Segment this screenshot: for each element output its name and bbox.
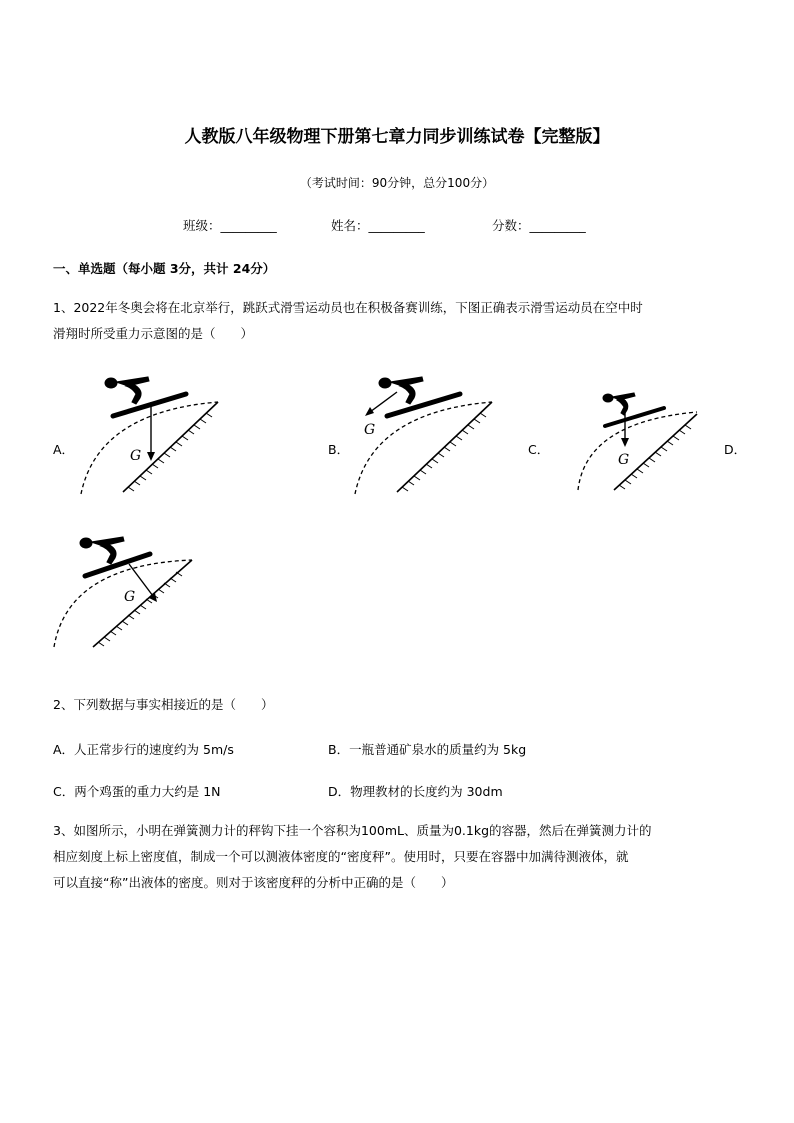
force-label-g: G — [364, 422, 376, 438]
skier-silhouette — [80, 537, 150, 576]
q1-stem-line1: 1、2022年冬奥会将在北京举行，跳跃式滑雪运动员也在积极备赛训练，下图正确表示滑雪运动员在空中时 — [53, 300, 643, 315]
page-title: 人教版八年级物理下册第七章力同步训练试卷【完整版】 — [184, 127, 610, 147]
figure-d-skier-diagram — [50, 530, 200, 650]
q2-option-a[interactable]: A．人正常步行的速度约为 5m/s — [53, 742, 234, 757]
q2-stem: 2、下列数据与事实相接近的是（ ） — [53, 697, 274, 712]
skier-silhouette — [105, 377, 186, 416]
q3-stem-line1: 3、如图所示，小明在弹簧测力计的秤钩下挂一个容积为100mL、质量为0.1kg的容器，然后在弹簧测力计的 — [53, 823, 652, 838]
skier-silhouette — [603, 393, 664, 426]
q1-stem-line2: 滑翔时所受重力示意图的是（ ） — [53, 326, 254, 341]
q1-option-b-label[interactable]: B． — [328, 442, 350, 457]
q2-option-c[interactable]: C．两个鸡蛋的重力大约是 1N — [53, 784, 221, 799]
q2-option-d[interactable]: D．物理教材的长度约为 30dm — [328, 784, 503, 799]
q3-stem-line3: 可以直接“称”出液体的密度。则对于该密度秤的分析中正确的是（ ） — [53, 875, 454, 890]
exam-info: （考试时间：90分钟，总分100分） — [299, 176, 495, 190]
force-label-g: G — [124, 589, 136, 605]
figure-c-skier-diagram — [572, 388, 712, 493]
q1-option-d-label[interactable]: D． — [724, 442, 747, 457]
section-heading: 一、单选题（每小题 3分，共计 24分） — [53, 261, 276, 276]
figure-b-skier-diagram — [352, 372, 512, 497]
q2-option-b[interactable]: B．一瓶普通矿泉水的质量约为 5kg — [328, 742, 527, 757]
q1-option-c-label[interactable]: C． — [528, 442, 550, 457]
force-label-g: G — [618, 452, 630, 468]
force-label-g: G — [130, 448, 142, 464]
class-field[interactable]: 班级：_________ — [183, 218, 277, 233]
q3-stem-line2: 相应刻度上标上密度值，制成一个可以测液体密度的“密度秤”。使用时，只要在容器中加满待测液体，就 — [53, 849, 629, 864]
q1-option-a-label[interactable]: A． — [53, 442, 75, 457]
figure-a-skier-diagram — [78, 372, 238, 497]
name-field[interactable]: 姓名：_________ — [331, 218, 425, 233]
score-field[interactable]: 分数：_________ — [492, 218, 586, 233]
